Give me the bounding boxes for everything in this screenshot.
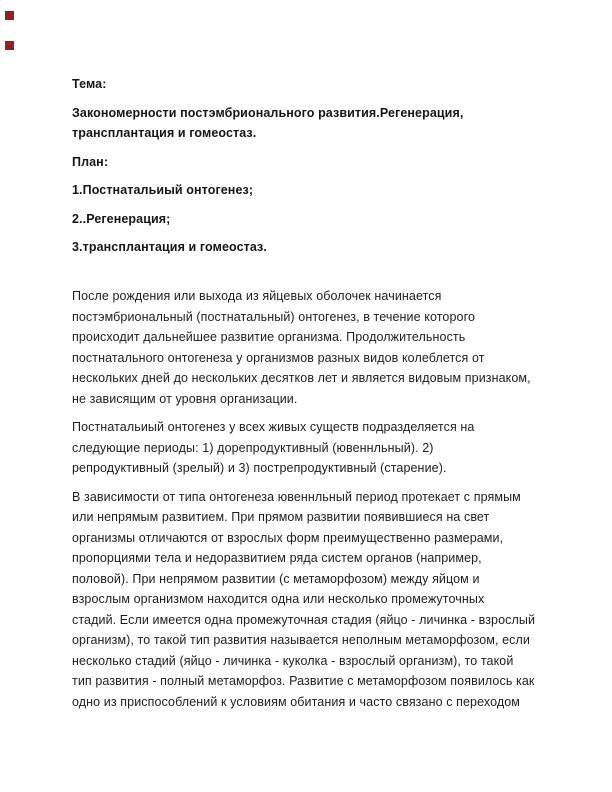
text-line: стадий. Если имеется одна промежуточная стадия (яйцо - личинка - взрослый — [72, 612, 536, 627]
body-paragraph-1 — [72, 286, 550, 409]
plan-item-1: 1.Постнатальиый онтогенез; — [72, 183, 254, 197]
text-line: тип развития - полный метаморфоз. Развитие с метаморфозом появилось как — [72, 674, 535, 688]
text-line: Постнатальиый онтогенез у всех живых существ подразделяется на — [72, 420, 475, 434]
tema-label: Тема: — [72, 77, 107, 91]
text-line: происходит дальнейшее развитие организма. Продолжительность — [72, 330, 466, 344]
text-line: половой). При непрямом развитии (с метаморфозом) между яйцом и — [72, 571, 480, 586]
document-title-line-1: Закономерности постэмбрионального развития.Регенерация, — [72, 105, 464, 120]
text-line: репродуктивный (зрелый) и 3) пострепродуктивный (старение). — [72, 461, 447, 475]
body-paragraph-2 — [72, 417, 550, 479]
document-title-line-2: трансплантация и гомеостаз. — [72, 126, 257, 140]
body-paragraph-3 — [72, 487, 550, 713]
document-title — [72, 103, 550, 144]
text-line: пропорциями тела и недоразвитием ряда систем органов (например, — [72, 551, 482, 565]
margin-mark — [5, 41, 14, 50]
text-line: взрослым организмом находится одна или несколько промежуточных — [72, 592, 485, 606]
text-line: или непрямым развитием. При прямом развитии появившиеся на свет — [72, 510, 490, 524]
plan-item-3: 3.трансплантация и гомеостаз. — [72, 240, 267, 254]
text-line: организм), то такой тип развития называется неполным метаморфозом, если — [72, 633, 531, 647]
text-line: следующие периоды: 1) дорепродуктивный (ювеннльный). 2) — [72, 440, 434, 455]
text-line: нескольких дней до нескольких десятков лет и является видовым признаком, — [72, 371, 531, 385]
text-line: постнатального онтогенеза у организмов разных видов колеблется от — [72, 350, 485, 365]
text-line: постэмбриональный (постнатальный) онтогенез, в течение которого — [72, 309, 476, 324]
text-line: несколько стадий (яйцо - личинка - куколка - взрослый организм), то такой — [72, 653, 514, 668]
document-content — [72, 74, 550, 720]
margin-mark — [5, 11, 14, 20]
text-line: не зависящим от уровня организации. — [72, 391, 298, 406]
plan-item-2: 2..Регенерация; — [72, 211, 171, 226]
text-line: В зависимости от типа онтогенеза ювеннльный период протекает с прямым — [72, 489, 521, 504]
text-line: организмы отличаются от взрослых форм преимущественно размерами, — [72, 530, 504, 545]
text-line: одно из приспособлений к условиям обитания и часто связано с переходом — [72, 694, 520, 709]
text-line: После рождения или выхода из яйцевых оболочек начинается — [72, 289, 442, 303]
plan-label: План: — [72, 154, 109, 169]
